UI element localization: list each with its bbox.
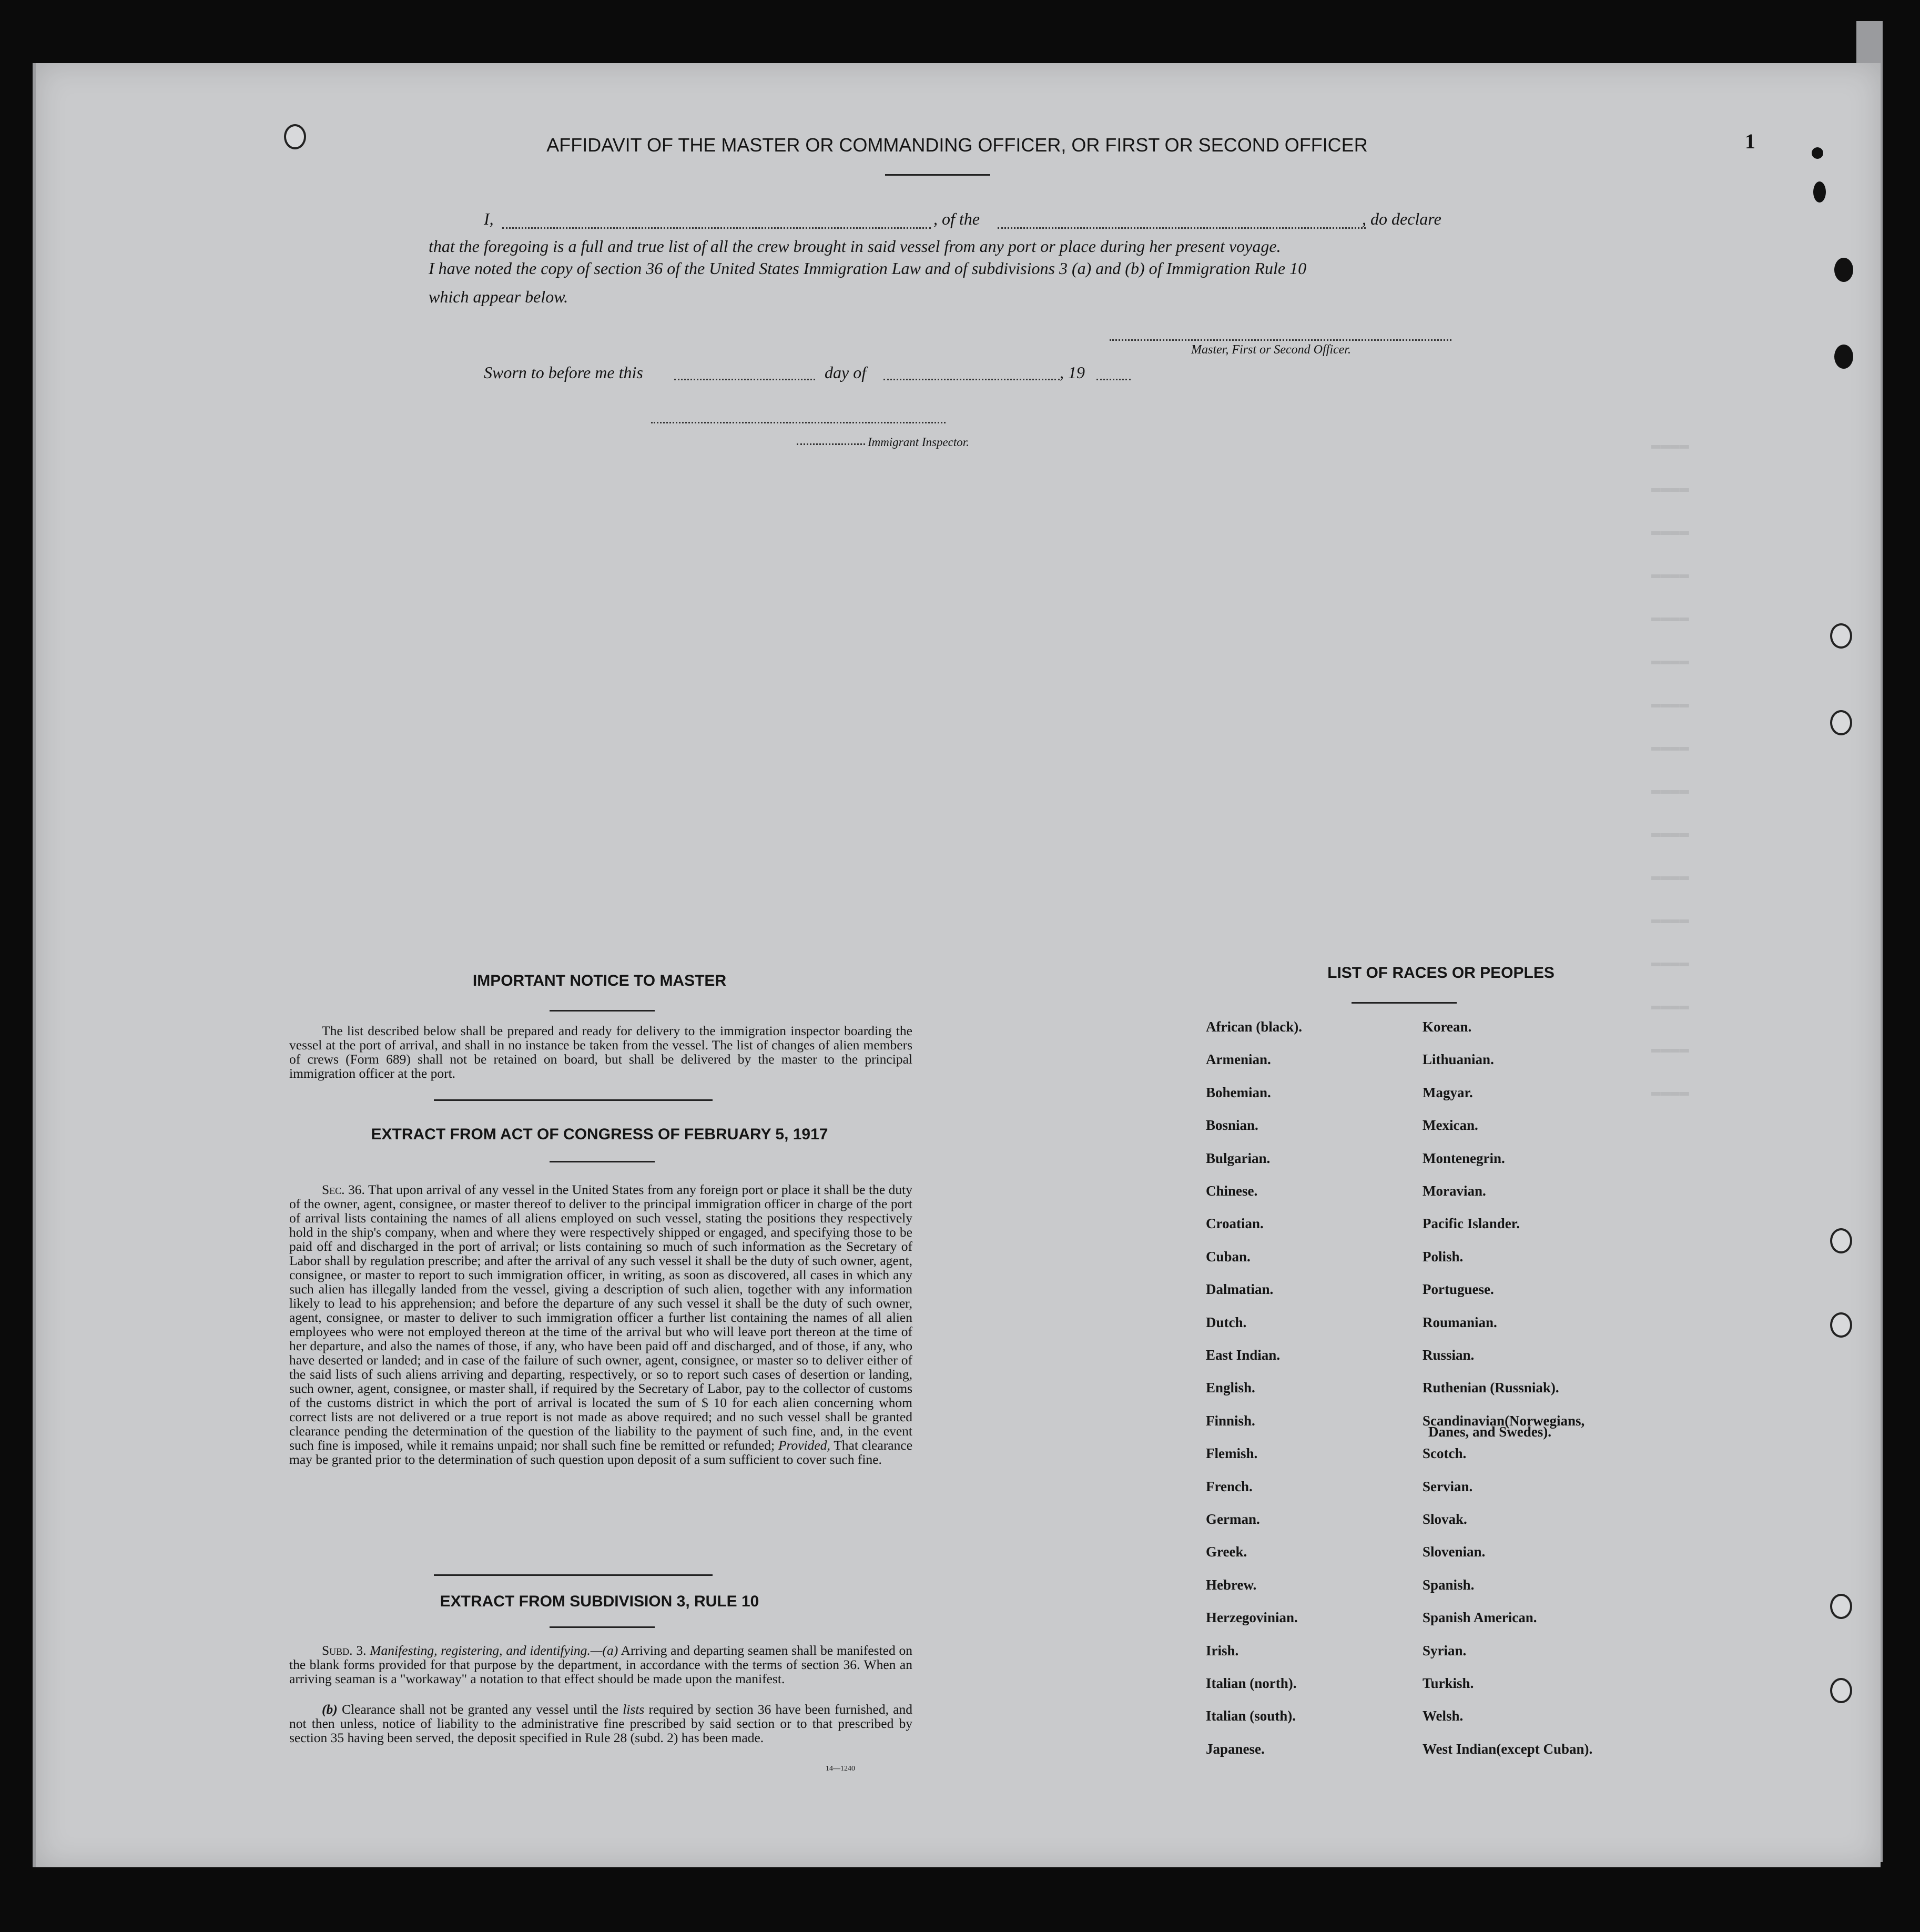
inspector-label: Immigrant Inspector. <box>868 436 969 449</box>
race-item-right: West Indian(except Cuban). <box>1423 1741 1593 1757</box>
binder-hole-icon <box>1830 1678 1852 1703</box>
race-item-left: Chinese. <box>1206 1183 1258 1199</box>
officer-name-field[interactable] <box>502 227 931 229</box>
act-title: EXTRACT FROM ACT OF CONGRESS OF FEBRUARY 5, 1917 <box>371 1126 828 1143</box>
act-body: That upon arrival of any vessel in the United States from any foreign port or place it shall be the duty of the owner, agent, consignee, or master thereof to deliver to the principal immigration officer in charge of the port of arrival lists containing the names of all aliens employed on such vessel, stating the positions they respectively hold in the ship's company, when and where they were respectively shipped or engaged, and specifying those to be paid off and discharged in the port of arrival; or lists containing so much of such information as the Secretary of Labor shall by regulation prescribe; and after the arrival of any such vessel it shall be the duty of such owner, agent, consignee, or master to report to such immigration officer, in writing, as soon as discovered, all cases in which any such alien has illegally landed from the vessel, giving a description of such alien, together with any information likely to lead to his apprehension; and before the departure of any such vessel it shall be the duty of such owner, agent, consignee, or master to deliver to such immigration officer a further list containing the names of all alien employees who were not employed thereon at the time of the arrival but who will leave port thereon at the time of her departure, and also the names of those, if any, who have been paid off and discharged, and of those, if any, who have deserted or landed; and in case of the failure of such owner, agent, consignee, or master so to deliver either of the said lists of such aliens arriving and departing, respectively, or so to report such cases of desertion or landing, such owner, agent, consignee, or master shall, if required by the Secretary of Labor, pay to the collector of customs of the customs district in which the port of arrival is located the sum of $ 10 for each alien concerning whom correct lists are not delivered or a true report is not made as above required; and no such vessel shall be granted clearance pending the determination of the question of the liability to the payment of such fine, and, in the event such fine is imposed, while it remains unpaid; nor shall such fine be remitted or refunded; <box>289 1182 912 1453</box>
race-item-left: Finnish. <box>1206 1412 1255 1429</box>
divider <box>1352 1002 1457 1004</box>
race-item-left: Italian (south). <box>1206 1708 1296 1724</box>
race-item-left: English. <box>1206 1380 1255 1396</box>
race-item-left: Croatian. <box>1206 1216 1264 1232</box>
race-item-left: Flemish. <box>1206 1445 1258 1462</box>
rule-para-a <box>289 1643 912 1686</box>
race-item-right: Spanish American. <box>1423 1610 1537 1626</box>
sworn-day-label: day of <box>825 363 867 382</box>
races-title: LIST OF RACES OR PEOPLES <box>1327 964 1555 982</box>
race-item-left: Cuban. <box>1206 1248 1251 1265</box>
binder-hole-icon <box>1830 1228 1852 1253</box>
rule-para-b-text-1: Clearance shall not be granted any vessel until the <box>341 1702 618 1717</box>
rule-para-b-text-2: required by section 36 have been furnished, and not then unless, notice of liability to the administrative fine prescribed by said section or to that prescribed by section 35 having been served, the deposit specified in Rule 28 (subd. 2) has been made. <box>289 1702 912 1745</box>
inspector-signature-field[interactable] <box>651 422 946 423</box>
ghost-row: ▬▬▬▬ <box>1651 997 1690 1015</box>
binder-hole-icon <box>1830 1312 1852 1338</box>
ghost-row: ▬▬▬▬ <box>1651 566 1690 584</box>
divider <box>550 1010 655 1011</box>
divider <box>434 1099 713 1101</box>
rule-para-a-text: Arriving and departing seamen shall be manifested on the blank forms provided for that purpose by the department, in accordance with the terms of section 36. When an arriving seaman is a "workaway" a notation to that effect should be made upon the manifest. <box>289 1643 913 1686</box>
sworn-month-field[interactable] <box>883 379 1060 380</box>
race-item-scandinavian-cont: Danes, and Swedes). <box>1428 1424 1552 1440</box>
act-sec-label: Sec. 36. <box>322 1182 365 1197</box>
affidavit-i: I, <box>484 209 494 228</box>
race-item-left: Armenian. <box>1206 1051 1271 1068</box>
ghost-row: ▬▬▬▬ <box>1651 825 1690 843</box>
ghost-row: ▬▬▬▬ <box>1651 1084 1690 1101</box>
race-item-left: Herzegovinian. <box>1206 1610 1298 1626</box>
ghost-row: ▬▬▬▬ <box>1651 954 1690 972</box>
race-item-right: Lithuanian. <box>1423 1051 1494 1068</box>
race-item-left: Bulgarian. <box>1206 1150 1271 1166</box>
binder-hole-icon <box>1830 1594 1852 1619</box>
race-item-right: Roumanian. <box>1423 1314 1497 1330</box>
divider <box>550 1626 655 1628</box>
race-item-right: Slovenian. <box>1423 1544 1486 1560</box>
race-item-left: Dutch. <box>1206 1314 1247 1330</box>
race-item-right: Russian. <box>1423 1347 1475 1363</box>
rule-subd-heading: Manifesting, registering, and identifying.—(a) <box>370 1643 618 1658</box>
affidavit-do-declare: , do declare <box>1362 209 1441 228</box>
notice-text: The list described below shall be prepared and ready for delivery to the immigration inspector boarding the vessel at the port of arrival, and shall in no instance be taken from the vessel. The list of changes of alien members of crews (Form 689) shall not be retained on board, but shall be delivered by the master to the principal immigration officer at the port. <box>289 1023 912 1081</box>
race-item-right: Magyar. <box>1423 1084 1473 1100</box>
sworn-prefix: Sworn to before me this <box>484 363 643 382</box>
affidavit-line-3: I have noted the copy of section 36 of the United States Immigration Law and of subdivisions 3 (a) and (b) of Immigration Rule 10 <box>429 259 1307 278</box>
race-item-left: African (black). <box>1206 1019 1302 1035</box>
master-signature-field[interactable] <box>1110 339 1451 341</box>
ghost-row: ▬▬▬▬ <box>1651 739 1690 756</box>
inspector-signature-field-short[interactable] <box>797 443 865 445</box>
ghost-row: ▬▬▬▬ <box>1651 1040 1690 1058</box>
race-item-left: Irish. <box>1206 1642 1239 1658</box>
ghost-row: ▬▬▬▬ <box>1651 609 1690 627</box>
race-item-left: Japanese. <box>1206 1741 1265 1757</box>
race-item-right: Polish. <box>1423 1248 1464 1265</box>
ghost-row: ▬▬▬▬ <box>1651 911 1690 929</box>
rule-para-b-lists: lists <box>623 1702 645 1717</box>
race-item-right: Ruthenian (Russniak). <box>1423 1380 1559 1396</box>
race-item-right: Moravian. <box>1423 1183 1486 1199</box>
divider <box>550 1161 655 1162</box>
ghost-row: ▬▬▬▬ <box>1651 437 1690 454</box>
divider <box>885 174 990 176</box>
rule-para-b-label: (b) <box>322 1702 338 1717</box>
affidavit-of-the: , of the <box>933 209 980 228</box>
race-item-right: Mexican. <box>1423 1117 1478 1134</box>
race-item-right: Turkish. <box>1423 1675 1474 1691</box>
race-item-right: Korean. <box>1423 1019 1472 1035</box>
ink-blot-icon <box>1813 181 1826 203</box>
ghost-row: ▬▬▬▬ <box>1651 480 1690 498</box>
affidavit-line-2: that the foregoing is a full and true list of all the crew brought in said vessel from any port or place during her present voyage. <box>429 237 1281 256</box>
rule-subd-label: Subd. 3. <box>322 1643 367 1658</box>
divider <box>434 1574 713 1576</box>
race-item-right: Scandinavian(Norwegians, <box>1423 1412 1585 1429</box>
race-item-right: Scotch. <box>1423 1445 1467 1462</box>
page-mark: 1 <box>1745 129 1755 153</box>
race-item-left: Bosnian. <box>1206 1117 1258 1134</box>
race-item-right: Spanish. <box>1423 1576 1475 1593</box>
race-item-right: Slovak. <box>1423 1511 1467 1527</box>
race-item-right: Syrian. <box>1423 1642 1467 1658</box>
master-signature-label: Master, First or Second Officer. <box>1191 343 1351 357</box>
race-item-right: Servian. <box>1423 1478 1473 1494</box>
race-item-left: Greek. <box>1206 1544 1247 1560</box>
rule-title: EXTRACT FROM SUBDIVISION 3, RULE 10 <box>440 1593 759 1610</box>
race-item-right: Montenegrin. <box>1423 1150 1505 1166</box>
act-provided-label: Provided, <box>778 1438 830 1453</box>
race-item-left: Bohemian. <box>1206 1084 1271 1100</box>
sworn-day-field[interactable] <box>674 379 815 380</box>
ink-blot-icon <box>1834 345 1853 369</box>
act-text <box>289 1182 912 1466</box>
race-item-right: Welsh. <box>1423 1708 1464 1724</box>
race-item-left: German. <box>1206 1511 1260 1527</box>
ghost-row: ▬▬▬▬ <box>1651 782 1690 800</box>
race-item-left: Dalmatian. <box>1206 1281 1274 1298</box>
race-item-left: Hebrew. <box>1206 1576 1257 1593</box>
affidavit-title: AFFIDAVIT OF THE MASTER OR COMMANDING OFFICER, OR FIRST OR SECOND OFFICER <box>546 134 1368 156</box>
race-item-right: Portuguese. <box>1423 1281 1494 1298</box>
ink-blot-icon <box>1834 258 1853 282</box>
ghost-row: ▬▬▬▬ <box>1651 695 1690 713</box>
race-item-right: Pacific Islander. <box>1423 1216 1520 1232</box>
sworn-year-field[interactable] <box>1096 379 1131 380</box>
act-body-end: That clearance may be granted prior to the determination of such question upon deposit of a sum sufficient to cover such fine. <box>289 1438 913 1467</box>
ghost-row: ▬▬▬▬ <box>1651 523 1690 541</box>
notice-title: IMPORTANT NOTICE TO MASTER <box>472 972 727 989</box>
ghost-row: ▬▬▬▬ <box>1651 868 1690 886</box>
sworn-year-label: , 19 <box>1060 363 1085 382</box>
rule-para-b <box>289 1702 912 1745</box>
binder-hole-icon <box>1830 710 1852 735</box>
race-item-left: Italian (north). <box>1206 1675 1297 1691</box>
affidavit-line-4: which appear below. <box>429 287 568 306</box>
race-item-left: French. <box>1206 1478 1253 1494</box>
ghost-row: ▬▬▬▬ <box>1651 652 1690 670</box>
vessel-name-field[interactable] <box>998 227 1366 229</box>
binder-hole-icon <box>1830 623 1852 649</box>
ink-blot-icon <box>1812 147 1823 159</box>
form-number: 14—1240 <box>826 1765 855 1773</box>
race-item-left: East Indian. <box>1206 1347 1281 1363</box>
